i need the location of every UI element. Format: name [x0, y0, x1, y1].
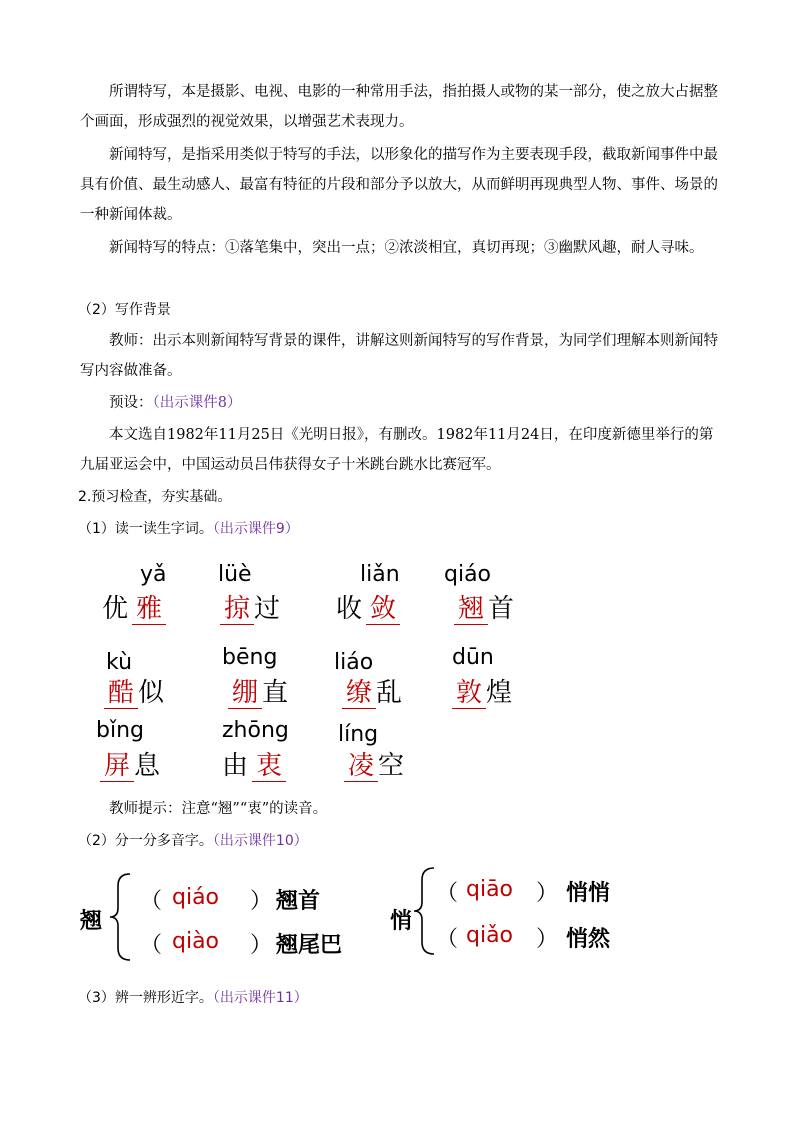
- polyphonic-pinyin: qiāo: [466, 877, 514, 902]
- vocab-pinyin: dūn: [452, 645, 494, 670]
- polyphonic-word: 悄然: [566, 926, 611, 952]
- heading-background: （2）写作背景: [78, 302, 171, 318]
- heading-shape-text: （3）辨一辨形近字。: [78, 990, 213, 1006]
- polyphonic-word: 悄悄: [566, 880, 611, 906]
- polyphonic-pinyin: qiào: [172, 929, 220, 954]
- vocab-word: [342, 672, 402, 709]
- paren-open: （: [436, 927, 459, 952]
- vocab-highlight-char: 绷: [228, 678, 262, 709]
- vocab-pinyin: zhōng: [222, 718, 289, 743]
- vocab-char: 首: [488, 594, 515, 624]
- vocab-pinyin: qiáo: [444, 562, 492, 587]
- vocab-char: 似: [138, 678, 165, 708]
- vocab-highlight-char: 衷: [252, 751, 286, 782]
- polyphonic-pinyin: qiǎo: [466, 923, 514, 948]
- vocab-pinyin: bēng: [222, 645, 278, 670]
- vocab-word: [104, 672, 164, 709]
- heading-read-note: （出示课件9）: [212, 521, 299, 537]
- vocab-char: 直: [262, 678, 289, 708]
- vocab-char: 优: [102, 594, 129, 624]
- teacher-tip: 教师提示：注意“翘”“衷”的读音。: [109, 801, 328, 817]
- vocab-highlight-char: 翘: [454, 594, 488, 625]
- vocab-pinyin: lüè: [218, 562, 252, 587]
- vocab-word: [452, 672, 512, 709]
- polyphonic-word: 翘首: [276, 888, 321, 914]
- vocab-highlight-char: 掠: [220, 594, 254, 625]
- heading-polyphonic: [78, 826, 718, 856]
- vocab-word: [344, 745, 404, 782]
- vocab-word: [454, 588, 514, 625]
- paragraph-source: 本文选自1982年11月25日《光明日报》，有删改。1982年11月24日，在印度新德里举行的第九届亚运会中，中国运动员吕伟获得女子十米跳台跳水比赛冠军。: [80, 427, 714, 473]
- paragraph-news-feature-definition: 新闻特写，是指采用类似于特写的手法，以形象化的描写作为主要表现手段，截取新闻事件中最具有价值、最生动感人、最富有特征的片段和部分予以放大，从而鲜明再现典型人物、事件、场景的一种新闻体裁。: [80, 147, 718, 223]
- vocab-word: [336, 588, 400, 625]
- paragraph-teacher: 教师：出示本则新闻特写背景的课件，讲解这则新闻特写的写作背景，为同学们理解本则新闻特写内容做准备。: [80, 333, 718, 379]
- vocab-pinyin: yǎ: [140, 562, 167, 587]
- paren-close: ）: [536, 927, 559, 952]
- vocab-highlight-char: 酷: [104, 678, 138, 709]
- polyphonic-char: 翘: [80, 908, 103, 934]
- polyphonic-char: 悄: [390, 908, 413, 934]
- heading-shape: [78, 983, 718, 1013]
- heading-poly-text: （2）分一分多音字。: [78, 833, 213, 849]
- paren-close: ）: [536, 881, 559, 906]
- vocab-char: 乱: [376, 678, 403, 708]
- vocab-char: 空: [378, 751, 405, 781]
- vocab-highlight-char: 雅: [132, 594, 166, 625]
- preset-note: （出示课件8）: [152, 395, 242, 411]
- brace-icon: [412, 866, 436, 956]
- vocab-char: 过: [254, 594, 281, 624]
- vocab-highlight-char: 缭: [342, 678, 376, 709]
- vocab-pinyin: bǐng: [96, 718, 144, 743]
- paren-open: （: [140, 889, 163, 914]
- vocab-pinyin: kù: [106, 650, 133, 675]
- paragraph-features: 新闻特写的特点：①落笔集中，突出一点；②浓淡相宜，真切再现；③幽默风趣，耐人寻味。: [109, 240, 704, 256]
- paren-open: （: [140, 933, 163, 958]
- vocab-pinyin: liáo: [334, 650, 374, 675]
- heading-preview: 2.预习检查，夯实基础。: [78, 489, 232, 505]
- heading-read-text: （1）读一读生字词。: [78, 521, 213, 537]
- vocab-highlight-char: 凌: [344, 751, 378, 782]
- vocab-word: [100, 745, 160, 782]
- vocab-word: [222, 745, 286, 782]
- paragraph-closeup-definition: 所谓特写，本是摄影、电视、电影的一种常用手法，指拍摄人或物的某一部分，使之放大占据整个画面，形成强烈的视觉效果，以增强艺术表现力。: [80, 84, 718, 130]
- polyphonic-pinyin: qiáo: [172, 885, 220, 910]
- vocab-char: 收: [336, 594, 363, 624]
- vocab-word: [102, 588, 166, 625]
- vocab-char: 由: [222, 751, 249, 781]
- vocab-highlight-char: 敛: [366, 594, 400, 625]
- vocab-char: 息: [134, 751, 161, 781]
- vocab-char: 煌: [486, 678, 513, 708]
- brace-icon: [108, 872, 132, 962]
- paren-open: （: [436, 881, 459, 906]
- preset-label: 预设：: [109, 395, 153, 411]
- polyphonic-word: 翘尾巴: [276, 932, 343, 958]
- paren-close: ）: [250, 889, 273, 914]
- paren-close: ）: [250, 933, 273, 958]
- vocab-highlight-char: 屏: [100, 751, 134, 782]
- vocab-pinyin: líng: [338, 722, 379, 747]
- vocab-highlight-char: 敦: [452, 678, 486, 709]
- heading-poly-note: （出示课件10）: [212, 833, 308, 849]
- heading-shape-note: （出示课件11）: [212, 990, 308, 1006]
- vocab-word: [220, 588, 280, 625]
- vocab-word: [228, 672, 288, 709]
- vocab-pinyin: liǎn: [360, 562, 400, 587]
- preset-line: [80, 388, 720, 418]
- heading-read: [78, 514, 718, 544]
